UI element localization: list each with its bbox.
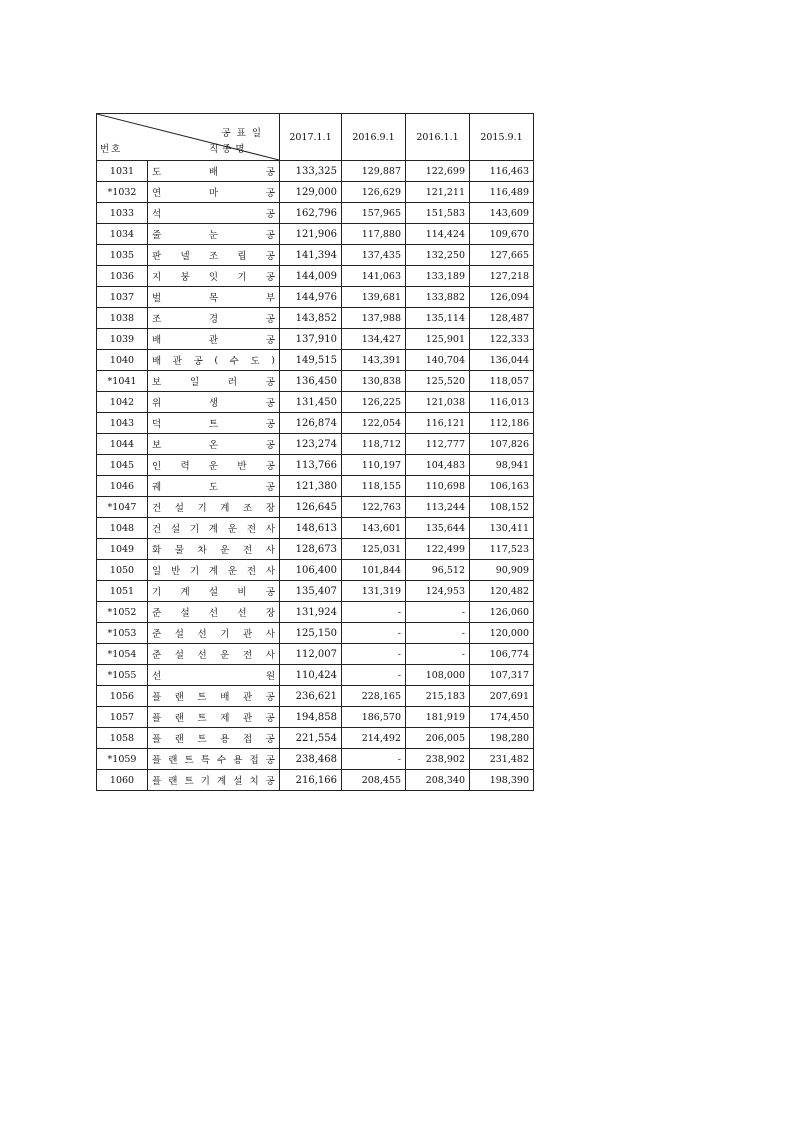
job-name-text: 배 관 공 <box>152 335 275 346</box>
wage-value-cell: 113,766 <box>280 455 342 476</box>
wage-value-cell: 124,953 <box>406 581 470 602</box>
wage-value-cell: 130,838 <box>342 371 406 392</box>
job-number-cell: 1034 <box>97 224 148 245</box>
wage-value-cell: 107,317 <box>470 665 534 686</box>
table-row <box>97 203 534 224</box>
wage-value-cell: 109,670 <box>470 224 534 245</box>
job-name-text: 건 설 기 계 운 전 사 <box>152 524 275 535</box>
job-number-cell: 1057 <box>97 707 148 728</box>
job-name-cell <box>148 707 280 728</box>
wage-value-cell: 126,225 <box>342 392 406 413</box>
wage-value-cell: 157,965 <box>342 203 406 224</box>
wage-value-cell: 136,450 <box>280 371 342 392</box>
wage-value-cell: 130,411 <box>470 518 534 539</box>
wage-value-cell: 126,094 <box>470 287 534 308</box>
wage-value-cell: 216,166 <box>280 770 342 791</box>
table-row <box>97 245 534 266</box>
wage-value-cell: 123,274 <box>280 434 342 455</box>
wage-value-cell: 198,280 <box>470 728 534 749</box>
wage-value-cell: 116,489 <box>470 182 534 203</box>
wage-value-cell: - <box>342 665 406 686</box>
job-name-header-label: 직종명 <box>209 144 249 155</box>
job-name-text: 준 설 선 기 관 사 <box>152 629 275 640</box>
wage-value-cell: 110,197 <box>342 455 406 476</box>
wage-value-cell: 121,038 <box>406 392 470 413</box>
wage-value-cell: 125,901 <box>406 329 470 350</box>
wage-value-cell: 125,031 <box>342 539 406 560</box>
wage-value-cell: 207,691 <box>470 686 534 707</box>
job-name-cell <box>148 644 280 665</box>
wage-value-cell: 128,673 <box>280 539 342 560</box>
wage-value-cell: 112,186 <box>470 413 534 434</box>
job-number-cell: 1033 <box>97 203 148 224</box>
job-number-cell: 1046 <box>97 476 148 497</box>
job-number-cell: 1043 <box>97 413 148 434</box>
job-number-cell: 1050 <box>97 560 148 581</box>
wage-value-cell: 208,455 <box>342 770 406 791</box>
job-number-cell: 1040 <box>97 350 148 371</box>
job-name-cell <box>148 224 280 245</box>
wage-value-cell: 106,774 <box>470 644 534 665</box>
job-number-cell: *1052 <box>97 602 148 623</box>
date-header-2016-1-1: 2016.1.1 <box>406 114 470 161</box>
job-number-cell: *1059 <box>97 749 148 770</box>
table-row <box>97 665 534 686</box>
job-name-cell <box>148 413 280 434</box>
job-name-text: 배 관 공 ( 수 도 ) <box>152 354 275 367</box>
table-row <box>97 224 534 245</box>
wage-value-cell: 151,583 <box>406 203 470 224</box>
wage-value-cell: 133,325 <box>280 161 342 182</box>
date-header-label: 공표일 <box>221 128 267 139</box>
wage-value-cell: 125,150 <box>280 623 342 644</box>
table-row <box>97 308 534 329</box>
wage-value-cell: 122,333 <box>470 329 534 350</box>
job-name-cell <box>148 329 280 350</box>
wage-value-cell: 116,013 <box>470 392 534 413</box>
job-name-text: 기 계 설 비 공 <box>152 587 275 598</box>
wage-value-cell: 96,512 <box>406 560 470 581</box>
job-number-cell: 1036 <box>97 266 148 287</box>
wage-value-cell: 186,570 <box>342 707 406 728</box>
wage-value-cell: 116,121 <box>406 413 470 434</box>
job-number-cell: 1035 <box>97 245 148 266</box>
wage-value-cell: 121,906 <box>280 224 342 245</box>
table-row <box>97 518 534 539</box>
job-number-cell: *1054 <box>97 644 148 665</box>
wage-value-cell: 136,044 <box>470 350 534 371</box>
job-name-cell <box>148 560 280 581</box>
job-name-cell <box>148 203 280 224</box>
table-row <box>97 707 534 728</box>
wage-value-cell: 122,699 <box>406 161 470 182</box>
wage-value-cell: 106,400 <box>280 560 342 581</box>
job-number-cell: 1056 <box>97 686 148 707</box>
wage-value-cell: 106,163 <box>470 476 534 497</box>
job-number-cell: 1060 <box>97 770 148 791</box>
wage-value-cell: 110,424 <box>280 665 342 686</box>
wage-value-cell: 143,391 <box>342 350 406 371</box>
wage-value-cell: 112,007 <box>280 644 342 665</box>
table-row <box>97 497 534 518</box>
job-name-cell <box>148 728 280 749</box>
job-name-text: 덕 트 공 <box>152 419 275 430</box>
job-number-cell: 1037 <box>97 287 148 308</box>
wage-value-cell: 214,492 <box>342 728 406 749</box>
wage-value-cell: 133,882 <box>406 287 470 308</box>
job-number-cell: 1058 <box>97 728 148 749</box>
wage-value-cell: 107,826 <box>470 434 534 455</box>
table-row <box>97 581 534 602</box>
wage-table <box>96 113 534 791</box>
job-number-cell: 1038 <box>97 308 148 329</box>
job-name-text: 플 랜 트 제 관 공 <box>152 713 275 724</box>
table-row <box>97 287 534 308</box>
job-name-text: 벌 목 부 <box>152 293 275 304</box>
wage-value-cell: 143,601 <box>342 518 406 539</box>
wage-value-cell: 137,988 <box>342 308 406 329</box>
wage-value-cell: 120,482 <box>470 581 534 602</box>
wage-value-cell: 104,483 <box>406 455 470 476</box>
wage-value-cell: - <box>406 644 470 665</box>
wage-value-cell: 137,435 <box>342 245 406 266</box>
table-row <box>97 539 534 560</box>
table-row <box>97 455 534 476</box>
number-header-label: 번호 <box>100 144 123 155</box>
table-row <box>97 644 534 665</box>
job-name-cell <box>148 623 280 644</box>
job-number-cell: *1041 <box>97 371 148 392</box>
wage-value-cell: 215,183 <box>406 686 470 707</box>
job-number-cell: 1039 <box>97 329 148 350</box>
header-row <box>97 114 534 161</box>
job-name-text: 준 설 선 운 전 사 <box>152 650 275 661</box>
wage-value-cell: 110,698 <box>406 476 470 497</box>
job-name-cell <box>148 455 280 476</box>
job-name-cell <box>148 350 280 371</box>
job-name-cell <box>148 392 280 413</box>
wage-value-cell: - <box>406 602 470 623</box>
table-row <box>97 434 534 455</box>
wage-value-cell: 162,796 <box>280 203 342 224</box>
job-name-text: 지 붕 잇 기 공 <box>152 272 275 283</box>
table-row <box>97 182 534 203</box>
wage-value-cell: 144,009 <box>280 266 342 287</box>
table-row <box>97 350 534 371</box>
wage-value-cell: 126,645 <box>280 497 342 518</box>
wage-value-cell: 90,909 <box>470 560 534 581</box>
table-row <box>97 392 534 413</box>
table-row <box>97 266 534 287</box>
wage-value-cell: 143,852 <box>280 308 342 329</box>
job-number-cell: 1051 <box>97 581 148 602</box>
table-row <box>97 728 534 749</box>
table-row <box>97 161 534 182</box>
job-name-text: 궤 도 공 <box>152 482 275 493</box>
wage-value-cell: 131,319 <box>342 581 406 602</box>
wage-value-cell: - <box>406 623 470 644</box>
wage-value-cell: 194,858 <box>280 707 342 728</box>
wage-value-cell: 118,057 <box>470 371 534 392</box>
job-number-cell: 1031 <box>97 161 148 182</box>
wage-value-cell: 117,880 <box>342 224 406 245</box>
table-row <box>97 560 534 581</box>
job-name-cell <box>148 434 280 455</box>
date-header-2015-9-1: 2015.9.1 <box>470 114 534 161</box>
table-row <box>97 686 534 707</box>
wage-value-cell: 144,976 <box>280 287 342 308</box>
wage-value-cell: 134,427 <box>342 329 406 350</box>
job-name-text: 선 원 <box>152 671 275 682</box>
wage-value-cell: 148,613 <box>280 518 342 539</box>
job-name-cell <box>148 497 280 518</box>
job-name-text: 위 생 공 <box>152 398 275 409</box>
job-name-cell <box>148 539 280 560</box>
job-name-cell <box>148 287 280 308</box>
table-row <box>97 770 534 791</box>
wage-value-cell: 135,644 <box>406 518 470 539</box>
table-row <box>97 371 534 392</box>
wage-value-cell: 126,629 <box>342 182 406 203</box>
job-number-cell: 1049 <box>97 539 148 560</box>
job-number-cell: 1042 <box>97 392 148 413</box>
job-name-cell <box>148 749 280 770</box>
job-name-cell <box>148 602 280 623</box>
wage-value-cell: 143,609 <box>470 203 534 224</box>
wage-value-cell: 129,887 <box>342 161 406 182</box>
wage-value-cell: 108,000 <box>406 665 470 686</box>
wage-value-cell: - <box>342 623 406 644</box>
job-name-text: 건 설 기 계 조 장 <box>152 503 275 514</box>
wage-value-cell: - <box>342 749 406 770</box>
wage-value-cell: 238,902 <box>406 749 470 770</box>
wage-value-cell: 122,054 <box>342 413 406 434</box>
wage-value-cell: 121,211 <box>406 182 470 203</box>
job-name-cell <box>148 371 280 392</box>
wage-value-cell: 126,060 <box>470 602 534 623</box>
wage-value-cell: 122,499 <box>406 539 470 560</box>
job-name-text: 플 랜 트 배 관 공 <box>152 692 275 703</box>
table-row <box>97 602 534 623</box>
wage-value-cell: 121,380 <box>280 476 342 497</box>
table-row <box>97 623 534 644</box>
wage-value-cell: 122,763 <box>342 497 406 518</box>
table-row <box>97 749 534 770</box>
job-name-cell <box>148 770 280 791</box>
wage-value-cell: 206,005 <box>406 728 470 749</box>
job-name-text: 플 랜 트 용 접 공 <box>152 734 275 745</box>
wage-value-cell: 114,424 <box>406 224 470 245</box>
job-name-text: 플 랜 트 특 수 용 접 공 <box>152 755 275 766</box>
job-name-text: 보 일 러 공 <box>152 377 275 388</box>
job-number-cell: *1032 <box>97 182 148 203</box>
wage-value-cell: 221,554 <box>280 728 342 749</box>
wage-value-cell: 126,874 <box>280 413 342 434</box>
wage-value-cell: 133,189 <box>406 266 470 287</box>
job-number-cell: *1053 <box>97 623 148 644</box>
job-name-cell <box>148 245 280 266</box>
job-name-text: 도 배 공 <box>152 167 275 178</box>
date-header-2016-9-1: 2016.9.1 <box>342 114 406 161</box>
wage-value-cell: 208,340 <box>406 770 470 791</box>
wage-value-cell: 174,450 <box>470 707 534 728</box>
table-row <box>97 476 534 497</box>
wage-value-cell: 181,919 <box>406 707 470 728</box>
job-number-cell: 1044 <box>97 434 148 455</box>
wage-value-cell: 141,063 <box>342 266 406 287</box>
table-body <box>97 161 534 791</box>
job-name-text: 연 마 공 <box>152 188 275 199</box>
wage-value-cell: 131,450 <box>280 392 342 413</box>
wage-value-cell: 137,910 <box>280 329 342 350</box>
job-name-cell <box>148 161 280 182</box>
job-name-cell <box>148 182 280 203</box>
job-name-text: 플 랜 트 기 계 설 치 공 <box>152 776 275 787</box>
wage-value-cell: 135,114 <box>406 308 470 329</box>
wage-value-cell: 236,621 <box>280 686 342 707</box>
wage-value-cell: 228,165 <box>342 686 406 707</box>
wage-value-cell: 116,463 <box>470 161 534 182</box>
job-name-text: 조 경 공 <box>152 314 275 325</box>
job-name-cell <box>148 476 280 497</box>
job-name-text: 인 력 운 반 공 <box>152 461 275 472</box>
diagonal-header-cell <box>97 114 280 161</box>
wage-value-cell: - <box>342 644 406 665</box>
job-number-cell: 1048 <box>97 518 148 539</box>
job-name-text: 석 공 <box>152 209 275 220</box>
job-number-cell: 1045 <box>97 455 148 476</box>
wage-value-cell: 98,941 <box>470 455 534 476</box>
job-name-text: 판 넬 조 립 공 <box>152 251 275 262</box>
wage-value-cell: 113,244 <box>406 497 470 518</box>
job-number-cell: *1047 <box>97 497 148 518</box>
wage-value-cell: 131,924 <box>280 602 342 623</box>
wage-value-cell: 127,665 <box>470 245 534 266</box>
wage-value-cell: 108,152 <box>470 497 534 518</box>
wage-value-cell: 141,394 <box>280 245 342 266</box>
job-name-text: 화 물 차 운 전 사 <box>152 545 275 556</box>
wage-value-cell: 101,844 <box>342 560 406 581</box>
wage-value-cell: 135,407 <box>280 581 342 602</box>
wage-value-cell: 198,390 <box>470 770 534 791</box>
wage-value-cell: 117,523 <box>470 539 534 560</box>
wage-value-cell: 118,712 <box>342 434 406 455</box>
job-name-text: 준 설 선 선 장 <box>152 608 275 619</box>
wage-value-cell: 132,250 <box>406 245 470 266</box>
job-name-cell <box>148 266 280 287</box>
job-name-cell <box>148 686 280 707</box>
wage-value-cell: 128,487 <box>470 308 534 329</box>
wage-value-cell: 112,777 <box>406 434 470 455</box>
wage-value-cell: 125,520 <box>406 371 470 392</box>
wage-value-cell: 129,000 <box>280 182 342 203</box>
job-name-cell <box>148 518 280 539</box>
table-row <box>97 329 534 350</box>
wage-value-cell: 231,482 <box>470 749 534 770</box>
wage-value-cell: 140,704 <box>406 350 470 371</box>
wage-value-cell: 139,681 <box>342 287 406 308</box>
job-name-cell <box>148 308 280 329</box>
wage-value-cell: - <box>342 602 406 623</box>
table-row <box>97 413 534 434</box>
wage-value-cell: 120,000 <box>470 623 534 644</box>
wage-value-cell: 149,515 <box>280 350 342 371</box>
job-number-cell: *1055 <box>97 665 148 686</box>
job-name-cell <box>148 581 280 602</box>
job-name-text: 보 온 공 <box>152 440 275 451</box>
date-header-2017-1-1: 2017.1.1 <box>280 114 342 161</box>
job-name-cell <box>148 665 280 686</box>
wage-value-cell: 238,468 <box>280 749 342 770</box>
job-name-text: 줄 눈 공 <box>152 230 275 241</box>
wage-value-cell: 127,218 <box>470 266 534 287</box>
wage-value-cell: 118,155 <box>342 476 406 497</box>
job-name-text: 일 반 기 계 운 전 사 <box>152 566 275 577</box>
